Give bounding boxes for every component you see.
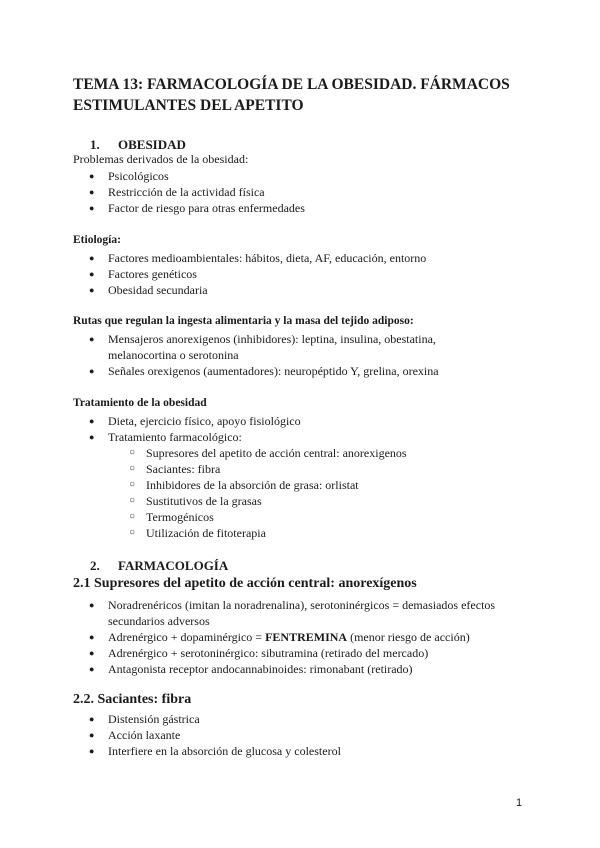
list-item: ○ Utilización de fitoterapia xyxy=(146,525,546,541)
list-item: ● Acción laxante xyxy=(108,727,538,743)
list-item: ● Factor de riesgo para otras enfermedades xyxy=(108,200,538,216)
etiologia-label: Etiología: xyxy=(73,234,121,246)
list-item: ● Factores medioambientales: hábitos, dieta, AF, educación, entorno xyxy=(108,250,538,266)
rutas-list xyxy=(108,331,478,379)
list-item: ● Factores genéticos xyxy=(108,266,538,282)
list-item: ● Distensión gástrica xyxy=(108,711,538,727)
list-item: ● Adrenérgico + serotoninérgico: sibutramina (retirado del mercado) xyxy=(108,645,538,661)
section-1-title: OBESIDAD xyxy=(118,137,186,152)
section-2-title: FARMACOLOGÍA xyxy=(118,558,229,573)
problems-intro: Problemas derivados de la obesidad: xyxy=(73,152,249,166)
fentremina-bold: FENTREMINA xyxy=(265,630,348,644)
supresores-list xyxy=(108,597,538,677)
list-item: ● Noradrenéricos (imitan la noradrenalina), serotoninérgicos = demasiados efectos secundarios adversos xyxy=(108,597,538,629)
tratamiento-label: Tratamiento de la obesidad xyxy=(73,397,207,409)
tratamiento-list xyxy=(108,413,538,445)
list-item: ● Obesidad secundaria xyxy=(108,282,538,298)
saciantes-list xyxy=(108,711,538,759)
section-2-number: 2. xyxy=(90,558,100,573)
list-item: ● Interfiere en la absorción de glucosa y colesterol xyxy=(108,743,538,759)
list-item xyxy=(108,629,538,645)
list-item: ● Mensajeros anorexigenos (inhibidores): leptina, insulina, obestatina, melanocortina o serotonina xyxy=(108,331,478,363)
item-text: Adrenérgico + dopaminérgico = xyxy=(108,630,266,644)
etiologia-list xyxy=(108,250,538,298)
problems-list xyxy=(108,168,538,216)
list-item: ● Antagonista receptor andocannabinoides: rimonabant (retirado) xyxy=(108,661,538,677)
list-item: ○ Saciantes: fibra xyxy=(146,461,546,477)
list-item: ○ Supresores del apetito de acción central: anorexigenos xyxy=(146,445,546,461)
list-item: ● Tratamiento farmacológico: xyxy=(108,429,538,445)
list-item: ○ Sustitutivos de la grasas xyxy=(146,493,546,509)
item-text: (menor riesgo de acción) xyxy=(347,630,470,644)
list-item: ● Señales orexigenos (aumentadores): neuropéptido Y, grelina, orexina xyxy=(108,363,478,379)
rutas-label: Rutas que regulan la ingesta alimentaria y la masa del tejido adiposo: xyxy=(73,315,414,327)
subsection-2-1-heading: 2.1 Supresores del apetito de acción central: anorexígenos xyxy=(73,576,417,591)
page-number: 1 xyxy=(516,797,523,809)
list-item: ● Dieta, ejercicio físico, apoyo fisiológico xyxy=(108,413,538,429)
section-1-number: 1. xyxy=(90,137,100,152)
farmacologico-list xyxy=(146,445,546,541)
list-item: ○ Inhibidores de la absorción de grasa: orlistat xyxy=(146,477,546,493)
section-1-heading xyxy=(90,137,186,153)
document-title: TEMA 13: FARMACOLOGÍA DE LA OBESIDAD. FÁRMACOS ESTIMULANTES DEL APETITO xyxy=(73,76,510,114)
list-item: ● Restricción de la actividad física xyxy=(108,184,538,200)
subsection-2-2-heading: 2.2. Saciantes: fibra xyxy=(73,692,192,707)
section-2-heading xyxy=(90,558,228,574)
list-item: ○ Termogénicos xyxy=(146,509,546,525)
list-item: ● Psicológicos xyxy=(108,168,538,184)
